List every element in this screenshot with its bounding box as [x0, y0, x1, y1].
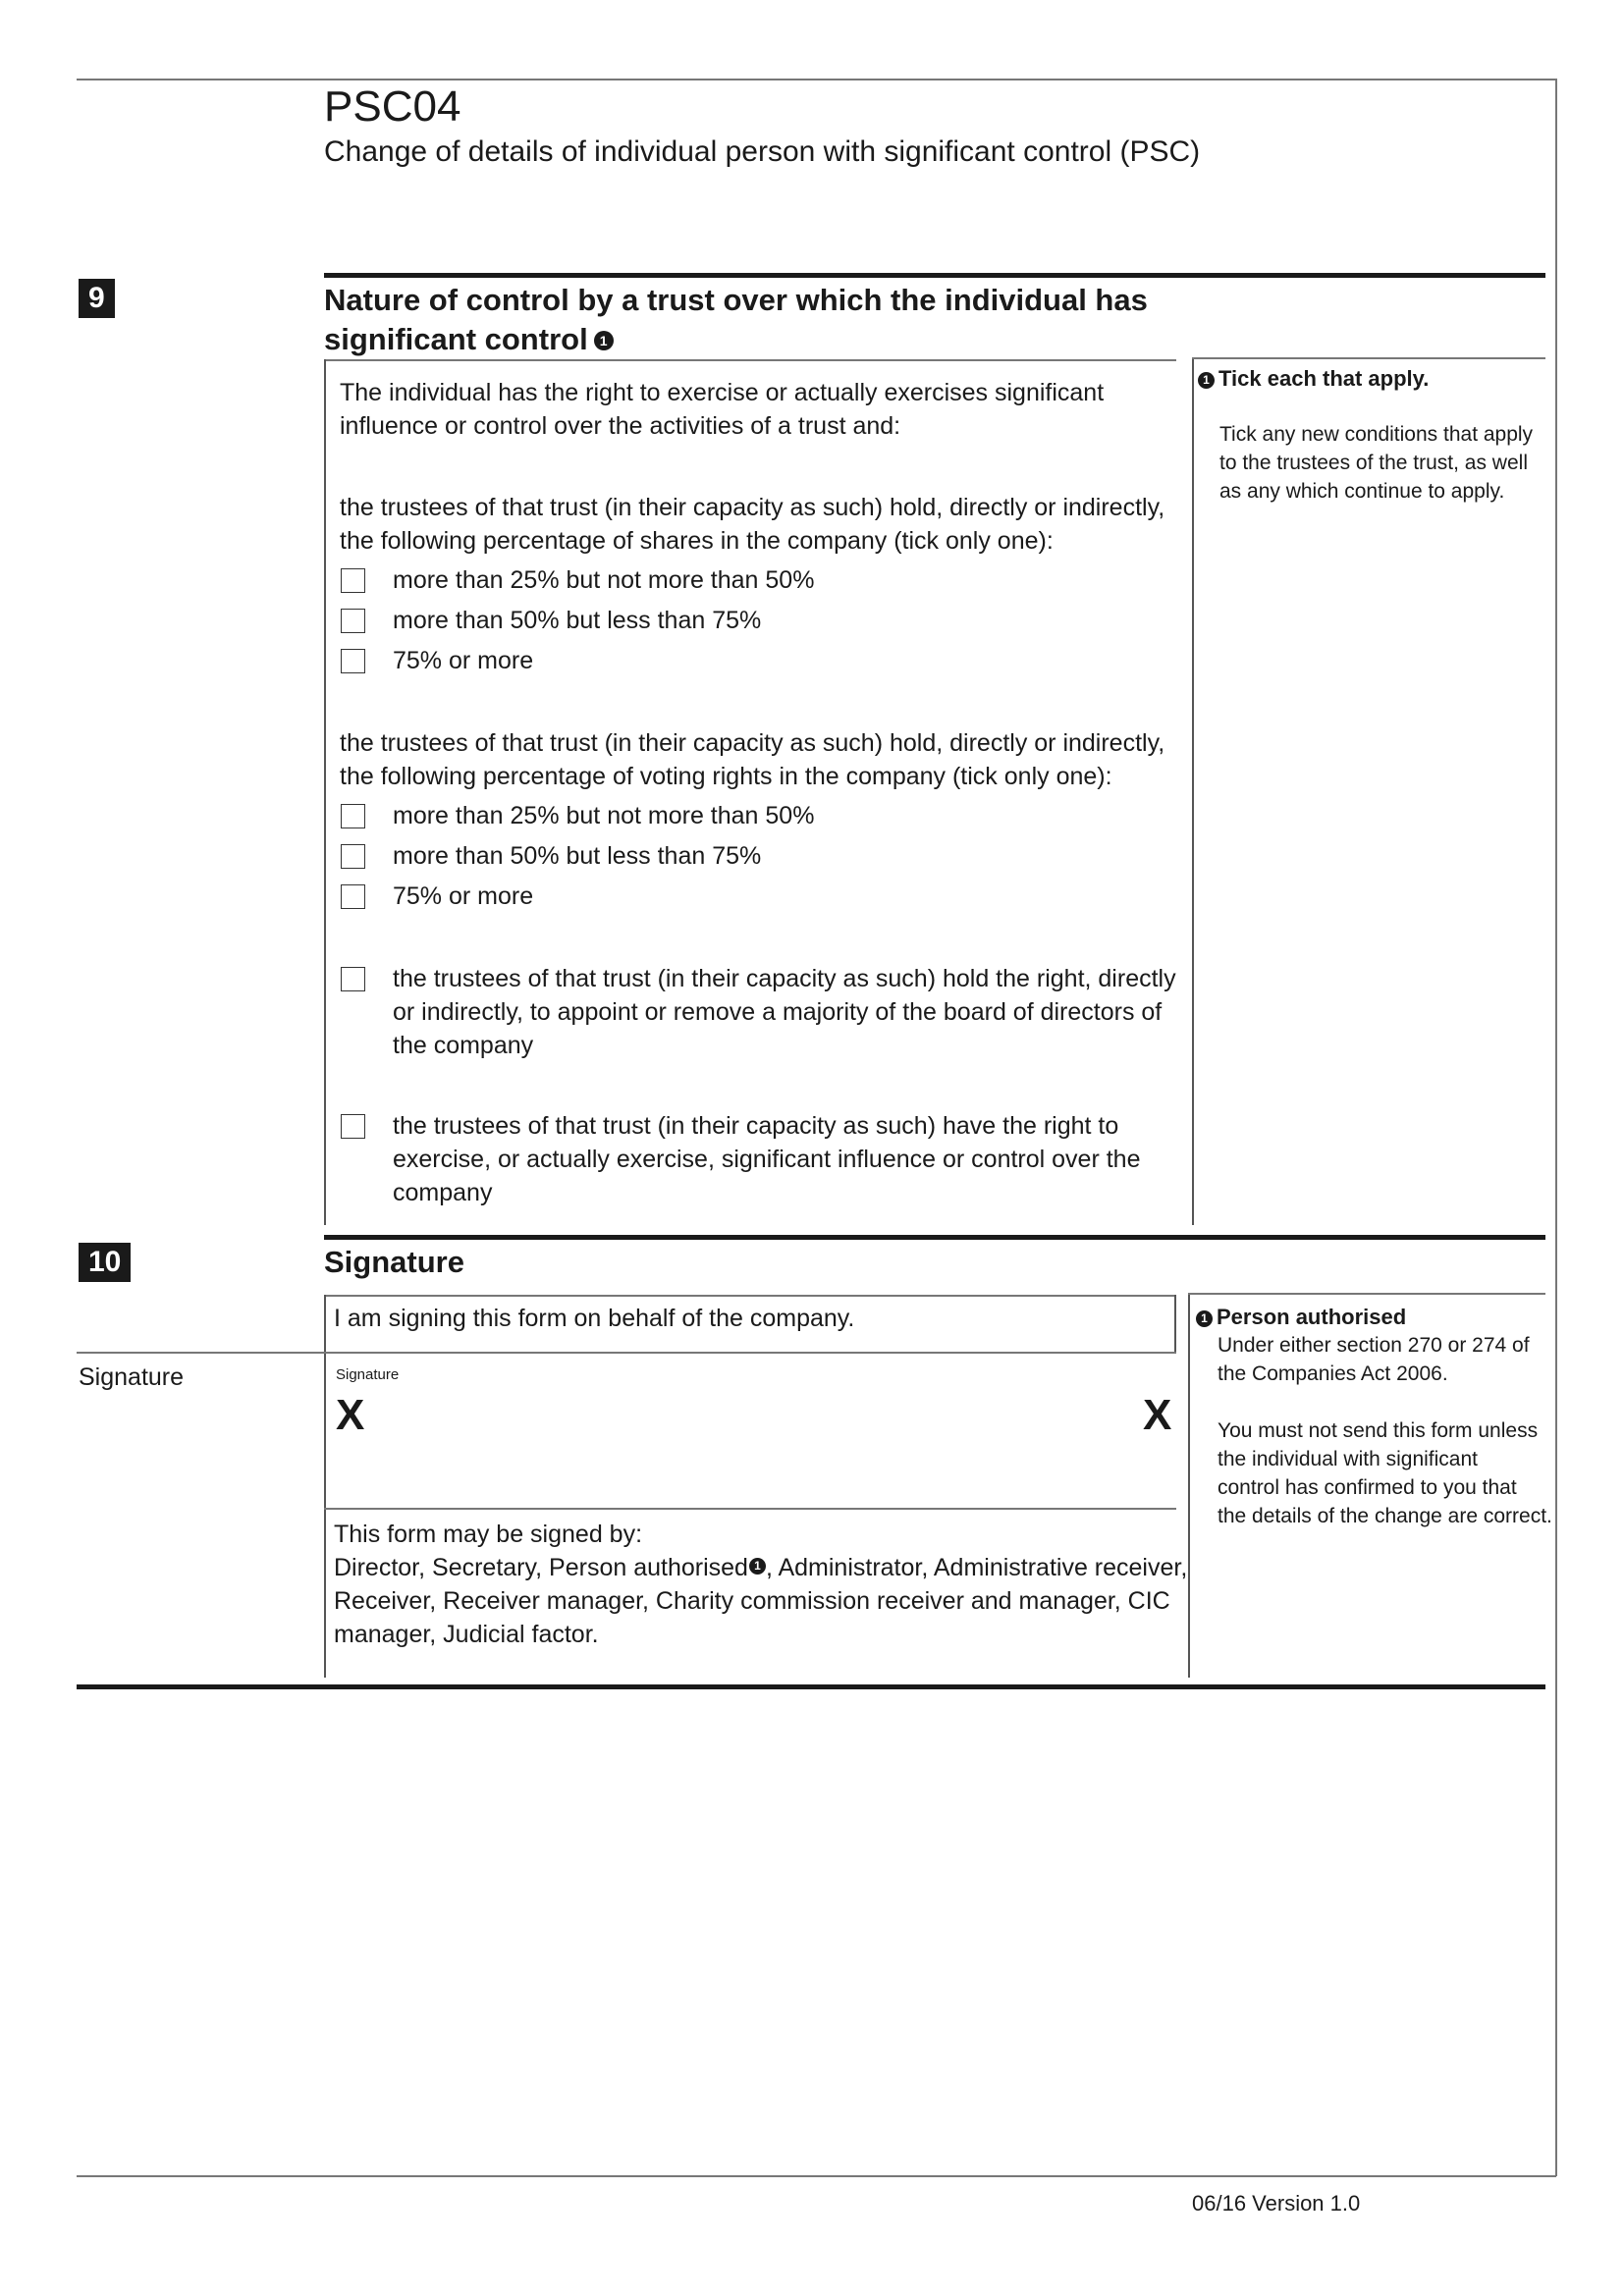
note-line: as any which continue to apply.	[1219, 480, 1505, 503]
note-line: to the trustees of the trust, as well	[1219, 452, 1528, 474]
shares-50-75-checkbox[interactable]	[341, 609, 365, 633]
signature-x-left-icon: X	[336, 1391, 365, 1439]
voting-option-50-75[interactable]	[341, 839, 761, 873]
intro-line: The individual has the right to exercise or actually exercises significant	[340, 379, 1105, 406]
section-10-note-left-rule	[1188, 1295, 1190, 1511]
note-title-text: Tick each that apply.	[1218, 366, 1430, 391]
info-icon: 1	[749, 1558, 766, 1575]
note-line: the Companies Act 2006.	[1218, 1362, 1448, 1385]
voting-prompt-line: the trustees of that trust (in their capacity as such) hold, directly or indirectly,	[340, 729, 1165, 757]
board-option[interactable]	[341, 962, 1176, 1062]
shares-prompt-line: the trustees of that trust (in their capacity as such) hold, directly or indirectly,	[340, 494, 1165, 521]
note-line: the individual with significant	[1218, 1448, 1478, 1470]
signature-row-label: Signature	[79, 1363, 185, 1391]
influence-option[interactable]	[341, 1109, 1140, 1209]
form-subtitle: Change of details of individual person with significant control (PSC)	[324, 135, 1201, 168]
signed-by-box-right-rule	[1188, 1508, 1190, 1678]
signed-by-line: This form may be signed by:	[334, 1521, 643, 1548]
section-9-note-title	[1198, 365, 1429, 393]
footer-version: 06/16 Version 1.0	[1192, 2191, 1361, 2216]
voting-prompt	[340, 726, 1164, 793]
section-10-heading: Signature	[324, 1245, 464, 1279]
note-line: control has confirmed to you that	[1218, 1476, 1517, 1499]
section-9-intro	[340, 376, 1104, 443]
info-icon: 1	[1198, 372, 1215, 389]
note-line: the details of the change are correct.	[1218, 1505, 1552, 1527]
form-code: PSC04	[324, 82, 461, 131]
shares-prompt	[340, 491, 1164, 558]
option-label: more than 25% but not more than 50%	[393, 802, 815, 829]
note-title-text: Person authorised	[1217, 1305, 1407, 1329]
section-10-number: 10	[79, 1243, 131, 1282]
signed-by-line: Director, Secretary, Person authorised	[334, 1554, 748, 1581]
signed-by-line: manager, Judicial factor.	[334, 1621, 599, 1648]
note-line: Tick any new conditions that apply	[1219, 423, 1534, 446]
info-icon: 1	[1196, 1310, 1213, 1327]
option-label-line: the trustees of that trust (in their capacity as such) hold the right, directly	[393, 965, 1176, 992]
intro-line: influence or control over the activities of a trust and:	[340, 412, 901, 440]
shares-option-50-75[interactable]	[341, 604, 761, 637]
voting-75-plus-checkbox[interactable]	[341, 884, 365, 909]
note-line: Under either section 270 or 274 of	[1218, 1334, 1530, 1357]
option-label-line: or indirectly, to appoint or remove a majority of the board of directors of	[393, 998, 1163, 1026]
voting-50-75-checkbox[interactable]	[341, 844, 365, 869]
note-line: You must not send this form unless	[1218, 1419, 1539, 1442]
section-10-note-title	[1196, 1304, 1406, 1331]
section-9-heading	[324, 281, 1148, 359]
section-9-heading-line2: significant control	[324, 322, 588, 356]
signature-x-right-icon: X	[1143, 1391, 1172, 1439]
option-label: more than 50% but less than 75%	[393, 842, 762, 870]
option-label-line: the trustees of that trust (in their capacity as such) have the right to	[393, 1112, 1119, 1140]
board-option-label	[393, 962, 1176, 1062]
voting-option-75-plus[interactable]	[341, 880, 533, 913]
voting-prompt-line: the following percentage of voting rights in the company (tick only one):	[340, 763, 1112, 790]
section-9-box-left-rule	[324, 359, 326, 1225]
voting-25-50-checkbox[interactable]	[341, 804, 365, 828]
section-10-note-top-rule	[1188, 1293, 1545, 1295]
voting-option-25-50[interactable]	[341, 799, 814, 832]
page-bottom-rule	[77, 2175, 1556, 2177]
shares-option-25-50[interactable]	[341, 563, 814, 597]
shares-75-plus-checkbox[interactable]	[341, 649, 365, 673]
section-9-box-right-rule	[1192, 359, 1194, 1225]
signature-field[interactable]	[326, 1354, 1174, 1507]
behalf-box-right-rule	[1174, 1295, 1176, 1352]
option-label-line: company	[393, 1179, 493, 1206]
note-spacer	[1218, 1388, 1552, 1416]
page-top-rule	[77, 79, 1556, 80]
section-10-top-rule	[324, 1235, 1545, 1240]
behalf-box-top-rule	[324, 1295, 1176, 1297]
info-icon: 1	[594, 331, 614, 350]
signature-box-label: Signature	[336, 1366, 400, 1383]
behalf-statement: I am signing this form on behalf of the company.	[334, 1305, 855, 1332]
shares-option-75-plus[interactable]	[341, 644, 533, 677]
board-appoint-checkbox[interactable]	[341, 967, 365, 991]
section-10-bottom-rule	[77, 1684, 1545, 1689]
option-label: more than 50% but less than 75%	[393, 607, 762, 634]
section-9-box-top-rule	[324, 359, 1176, 361]
influence-checkbox[interactable]	[341, 1114, 365, 1139]
option-label-line: exercise, or actually exercise, significant influence or control over the	[393, 1146, 1141, 1173]
page-right-rule	[1555, 79, 1557, 2176]
section-9-note-top-rule	[1192, 357, 1545, 359]
option-label-line: the company	[393, 1032, 534, 1059]
signed-by-line: Receiver, Receiver manager, Charity commission receiver and manager, CIC	[334, 1587, 1170, 1615]
option-label: more than 25% but not more than 50%	[393, 566, 815, 594]
option-label: 75% or more	[393, 647, 534, 674]
signature-box-bottom-rule	[324, 1508, 1176, 1510]
section-10-note-text	[1218, 1331, 1552, 1530]
signed-by-text	[334, 1518, 1187, 1651]
section-9-top-rule	[324, 273, 1545, 278]
shares-prompt-line: the following percentage of shares in the company (tick only one):	[340, 527, 1054, 555]
shares-25-50-checkbox[interactable]	[341, 568, 365, 593]
signed-by-line: , Administrator, Administrative receiver,	[765, 1554, 1188, 1581]
section-9-number: 9	[79, 279, 115, 318]
section-9-heading-line1: Nature of control by a trust over which the individual has	[324, 283, 1148, 317]
influence-option-label	[393, 1109, 1140, 1209]
option-label: 75% or more	[393, 882, 534, 910]
section-9-note-text	[1219, 420, 1533, 506]
